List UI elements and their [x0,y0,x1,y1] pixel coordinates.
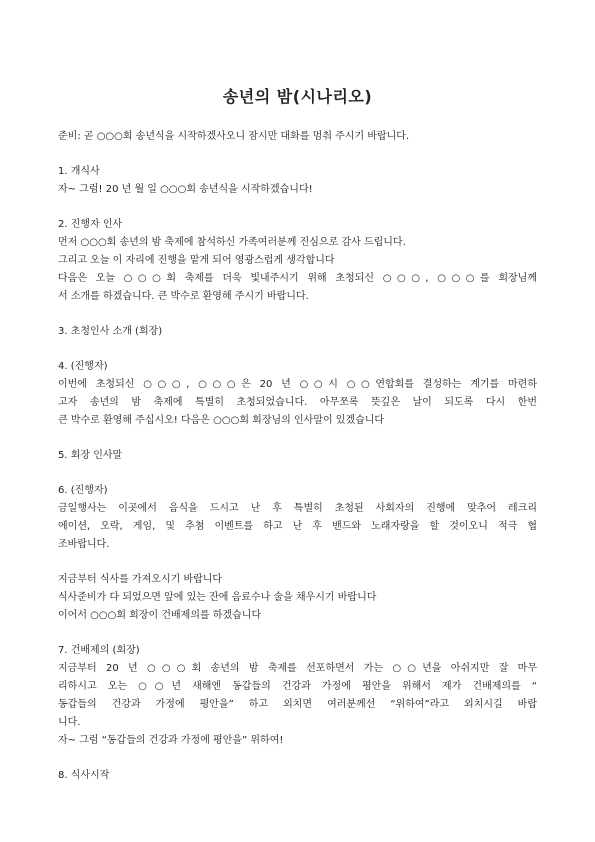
section-line: 지금부터 식사를 가져오시기 바랍니다 [58,574,223,585]
section-line: 큰 박수로 환영해 주십시오! 다음은 ○○○회 회장님의 인사말이 있겠습니다 [58,415,385,426]
section-line: 동갑들의 건강과 가정에 평안을” 하고 외치면 여러분께선 “위하여”라고 외치시길 바랍 [58,699,537,710]
section-heading: 1. 개식사 [58,166,100,177]
section-subblock [58,571,537,625]
section-2 [58,216,537,306]
section-line: 서 소개를 하겠습니다. 큰 박수로 환영해 주시기 바랍니다. [58,291,309,302]
section-7 [58,642,537,750]
section-line: 그리고 오늘 이 자리에 진행을 맡게 되어 영광스럽게 생각합니다 [58,255,335,266]
section-heading: 4. (진행자) [58,361,108,372]
section-line: 금일행사는 이곳에서 음식을 드시고 난 후 특별히 초청된 사회자의 진행에 맞추어 레크리 [58,503,537,514]
section-4 [58,358,537,430]
section-heading: 7. 건배제의 (회장) [58,645,140,656]
section-heading: 3. 초청인사 소개 (회장) [58,326,163,337]
section-6 [58,482,537,625]
section-3 [58,323,537,341]
section-line: 식사준비가 다 되었으면 앞에 있는 잔에 음료수나 술을 채우시기 바랍니다 [58,592,377,603]
section-line: 지금부터 20 년 ○○○회 송년의 밤 축제를 선포하면서 가는 ○○년을 아쉬지만 잘 마무 [58,663,537,674]
section-8 [58,767,537,785]
prep-line: 준비: 곧 ○○○회 송년식을 시작하겠사오니 잠시만 대화를 멈춰 주시기 바랍니다. [58,131,410,142]
section-line: 고자 송년의 밤 축제에 특별히 초청되었습니다. 아무쪼록 뜻깊은 날이 되도록 다시 한번 [58,397,537,408]
section-line: 이어서 ○○○회 회장이 건배제의를 하겠습니다 [58,610,262,621]
section-line: 이번에 초청되신 ○○○, ○○○은 20 년 ○○시 ○○연합회를 결성하는 계기를 마련하 [58,379,537,390]
section-line: 니다. [58,717,81,728]
section-heading: 8. 식사시작 [58,770,110,781]
section-heading: 2. 진행자 인사 [58,219,123,230]
section-1 [58,163,537,199]
document-title: 송년의 밤(시나리오) [222,87,373,106]
section-heading: 6. (진행자) [58,485,108,496]
section-line: 다음은 오늘 ○○○회 축제를 더욱 빛내주시기 위해 초청되신 ○○○, ○○○를 회장님께 [58,273,537,284]
section-line: 조바랍니다. [58,539,110,550]
section-line: 리하시고 오는 ○○년 새해엔 동갑들의 건강과 가정에 평안을 위해서 제가 건배제의를 “ [58,681,537,692]
section-heading: 5. 회장 인사말 [58,450,123,461]
section-5 [58,447,537,465]
section-line: 자~ 그럼 “동갑들의 건강과 가정에 평안을” 위하여! [58,735,284,746]
section-line: 먼저 ○○○회 송년의 밤 축제에 참석하신 가족여러분께 진심으로 감사 드립니다. [58,237,406,248]
section-line: 자~ 그럼! 20 년 월 일 ○○○회 송년식을 시작하겠습니다! [58,184,313,195]
section-line: 에이션, 오락, 게임, 및 추첨 이벤트를 하고 난 후 밴드와 노래자랑을 할 것이오니 적극 협 [58,521,537,532]
